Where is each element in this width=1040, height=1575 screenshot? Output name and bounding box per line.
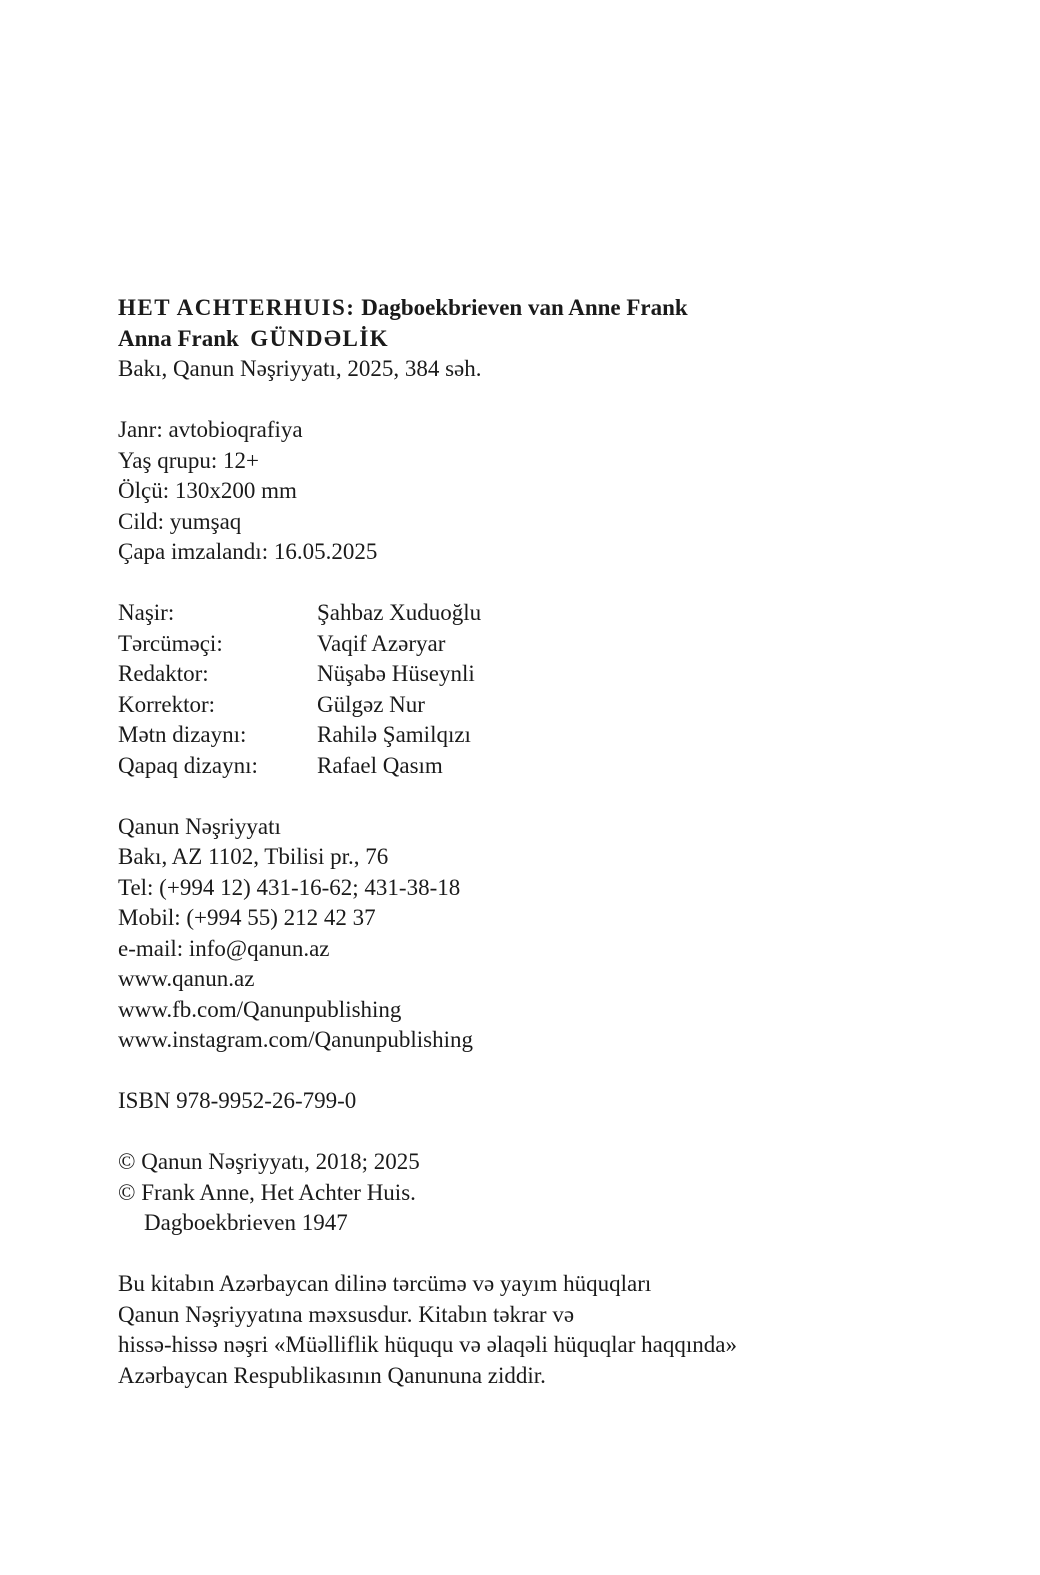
rights-notice-line: Qanun Nəşriyyatına məxsusdur. Kitabın təkrar və xyxy=(118,1301,575,1327)
original-title-caps: HET ACHTERHUIS: xyxy=(118,295,356,320)
spec-print-date: Çapa imzalandı: 16.05.2025 xyxy=(118,539,378,564)
rights-notice-line: hissə-hissə nəşri «Müəlliflik hüququ və əlaqəli hüquqlar haqqında» xyxy=(118,1332,737,1357)
publisher-mobile: Mobil: (+994 55) 212 42 37 xyxy=(118,905,376,930)
spacer xyxy=(118,385,978,416)
spacer xyxy=(118,568,978,599)
spacer xyxy=(118,1117,978,1148)
credit-value: Nüşabə Hüseynli xyxy=(317,661,475,686)
imprint-line: Bakı, Qanun Nəşriyyatı, 2025, 384 səh. xyxy=(118,356,482,381)
imprint-page xyxy=(118,293,978,1391)
credit-label: Mətn dizaynı: xyxy=(118,722,247,747)
publisher-instagram: www.instagram.com/Qanunpublishing xyxy=(118,1027,473,1052)
rights-notice-line: Azərbaycan Respublikasının Qanununa ziddir. xyxy=(118,1362,546,1388)
credit-row-publisher xyxy=(118,598,978,629)
credit-label: Naşir: xyxy=(118,600,175,625)
credit-row-text-design xyxy=(118,720,978,751)
spacer xyxy=(118,781,978,812)
spec-binding: Cild: yumşaq xyxy=(118,508,242,534)
credit-value: Vaqif Azəryar xyxy=(317,630,446,656)
publisher-website: www.qanun.az xyxy=(118,966,255,991)
spacer xyxy=(118,1239,978,1270)
isbn: ISBN 978-9952-26-799-0 xyxy=(118,1088,357,1113)
credit-label: Korrektor: xyxy=(118,691,216,717)
credit-label: Redaktor: xyxy=(118,661,209,686)
credit-row-editor xyxy=(118,659,978,690)
spacer xyxy=(118,1056,978,1087)
book-title-line xyxy=(118,324,978,355)
rights-notice-line: Bu kitabın Azərbaycan dilinə tərcümə və yayım hüquqları xyxy=(118,1271,652,1296)
credit-row-cover-design xyxy=(118,751,978,782)
original-title-rest: Dagboekbrieven van Anne Frank xyxy=(355,295,688,320)
credit-row-translator xyxy=(118,629,978,660)
copyright-original: © Frank Anne, Het Achter Huis. xyxy=(118,1179,416,1205)
spec-size: Ölçü: 130x200 mm xyxy=(118,478,297,503)
credit-label: Qapaq dizaynı: xyxy=(118,752,258,778)
spec-genre: Janr: avtobioqrafiya xyxy=(118,417,303,442)
original-title xyxy=(118,293,978,324)
author-name: Anna Frank xyxy=(118,325,239,351)
copyright-publisher: © Qanun Nəşriyyatı, 2018; 2025 xyxy=(118,1149,420,1174)
publisher-email: e-mail: info@qanun.az xyxy=(118,935,330,961)
credit-value: Rafael Qasım xyxy=(317,752,443,778)
publisher-address: Bakı, AZ 1102, Tbilisi pr., 76 xyxy=(118,844,389,869)
book-title: GÜNDƏLİK xyxy=(250,325,390,351)
publisher-facebook: www.fb.com/Qanunpublishing xyxy=(118,996,402,1022)
credit-value: Rahilə Şamilqızı xyxy=(317,722,471,747)
credit-row-proofreader xyxy=(118,690,978,721)
credit-value: Gülgəz Nur xyxy=(317,691,425,717)
copyright-original-cont: Dagboekbrieven 1947 xyxy=(144,1210,348,1235)
publisher-name: Qanun Nəşriyyatı xyxy=(118,813,281,839)
credit-value: Şahbaz Xuduoğlu xyxy=(317,600,482,625)
spec-age-group: Yaş qrupu: 12+ xyxy=(118,447,259,473)
credit-label: Tərcüməçi: xyxy=(118,630,223,656)
publisher-phone: Tel: (+994 12) 431-16-62; 431-38-18 xyxy=(118,874,461,900)
